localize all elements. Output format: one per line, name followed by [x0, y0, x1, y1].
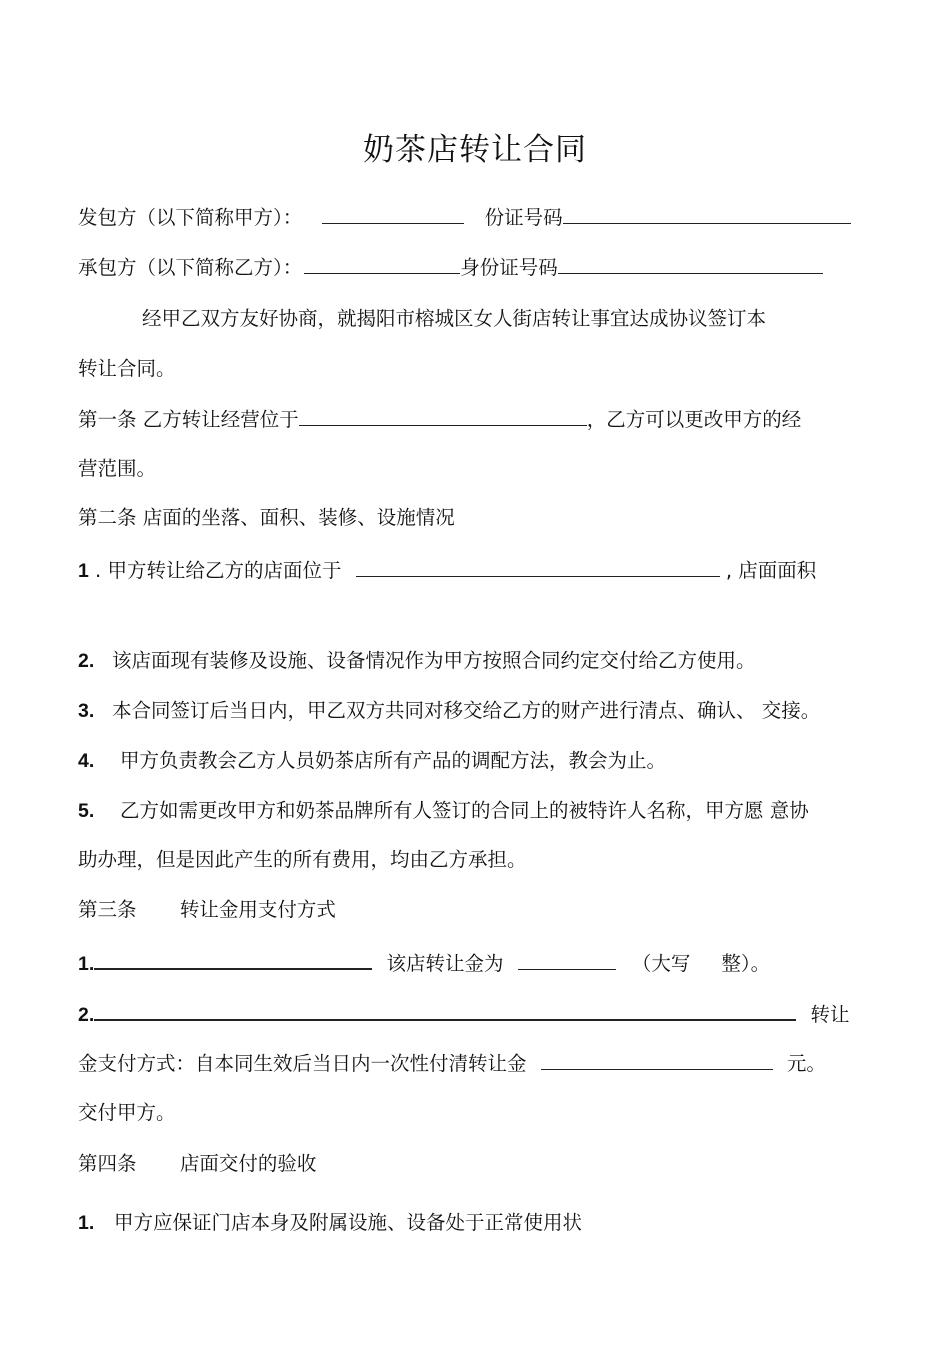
- item-number: 2.: [78, 1004, 95, 1026]
- article-4-item-1: [78, 1209, 582, 1237]
- item-number: 4.: [78, 750, 95, 772]
- article-3-item-2: [78, 999, 849, 1029]
- party-b-line: [78, 253, 823, 282]
- party-a-label: 发包方（以下简称甲方）：: [78, 206, 303, 229]
- article-2-item-2: [78, 647, 756, 675]
- article-2-item-2-text: 该店面现有装修及设施、设备情况作为甲方按照合同约定交付给乙方使用。: [112, 649, 756, 672]
- party-a-id-label: 份证号码: [484, 206, 563, 229]
- article-2-item-4-text: 甲方负责教会乙方人员奶茶店所有产品的调配方法，教会为止。: [120, 749, 667, 772]
- article-3-item-1-mid: 该店转让金为: [386, 952, 504, 975]
- party-b-label: 承包方（以下简称乙方）：: [78, 256, 303, 279]
- article-2-item-5-cont: 助办理，但是因此产生的所有费用，均由乙方承担。: [78, 848, 527, 871]
- item-number: 1: [78, 560, 89, 582]
- article-1-cont: 营范围。: [78, 457, 157, 480]
- payment-line: [78, 1049, 826, 1078]
- article-2-item-5: [78, 797, 809, 825]
- party-a-id-blank[interactable]: [563, 203, 851, 224]
- article-1-line: [78, 405, 801, 434]
- item-number: 1.: [78, 1212, 95, 1234]
- article-2-item-1-suffix: , 店面面积: [719, 559, 817, 582]
- article-2-item-5-text: 乙方如需更改甲方和奶茶品牌所有人签订的合同上的被特许人名称，甲方愿 意协: [120, 799, 809, 822]
- article-1-location-blank[interactable]: [299, 405, 587, 426]
- article-3-item-1: [78, 948, 770, 978]
- article-3-item-2-tail: 转让: [810, 1003, 850, 1026]
- article-2-item-3: [78, 697, 820, 725]
- article-4-heading: 第四条 店面交付的验收: [78, 1152, 317, 1175]
- intro-line-1: 经甲乙双方友好协商，就揭阳市榕城区女人街店转让事宜达成协议签订本: [142, 307, 767, 330]
- party-a-name-blank[interactable]: [322, 203, 464, 224]
- article-3-item-1-tail: （大写 整）。: [631, 952, 771, 975]
- party-b-id-blank[interactable]: [558, 253, 823, 274]
- item-number: 3.: [78, 700, 95, 722]
- article-3-item-2-blank[interactable]: [94, 999, 796, 1021]
- item-number: 5.: [78, 800, 95, 822]
- article-2-item-3-text: 本合同签订后当日内，甲乙双方共同对移交给乙方的财产进行清点、确认、 交接。: [112, 699, 821, 722]
- shop-location-blank[interactable]: [356, 556, 720, 577]
- transfer-fee-blank[interactable]: [518, 949, 616, 970]
- article-2-heading: 第二条 店面的坐落、面积、装修、设施情况: [78, 506, 455, 529]
- article-2-item-1-text: . 甲方转让给乙方的店面位于: [88, 559, 342, 582]
- party-b-id-label: 身份证号码: [460, 256, 558, 279]
- intro-line-2: 转让合同。: [78, 357, 176, 380]
- item-number: 2.: [78, 650, 95, 672]
- article-2-item-1: [78, 556, 816, 585]
- article-4-item-1-text: 甲方应保证门店本身及附属设施、设备处于正常使用状: [114, 1211, 583, 1234]
- party-b-name-blank[interactable]: [304, 253, 460, 274]
- party-a-line: [78, 203, 851, 232]
- item-number: 1.: [78, 953, 95, 975]
- article-3-item-1-blank[interactable]: [94, 948, 372, 970]
- article-2-item-4: [78, 747, 666, 775]
- article-1-prefix: 第一条 乙方转让经营位于: [78, 408, 299, 431]
- payment-unit: 元。: [786, 1052, 826, 1075]
- article-1-suffix: ，乙方可以更改甲方的经: [586, 408, 802, 431]
- article-3-heading: 第三条 转让金用支付方式: [78, 898, 336, 921]
- handover-line: 交付甲方。: [78, 1101, 176, 1124]
- document-title: 奶茶店转让合同: [363, 132, 587, 168]
- payment-text: 金支付方式：自本同生效后当日内一次性付清转让金: [78, 1052, 527, 1075]
- payment-amount-blank[interactable]: [541, 1049, 773, 1070]
